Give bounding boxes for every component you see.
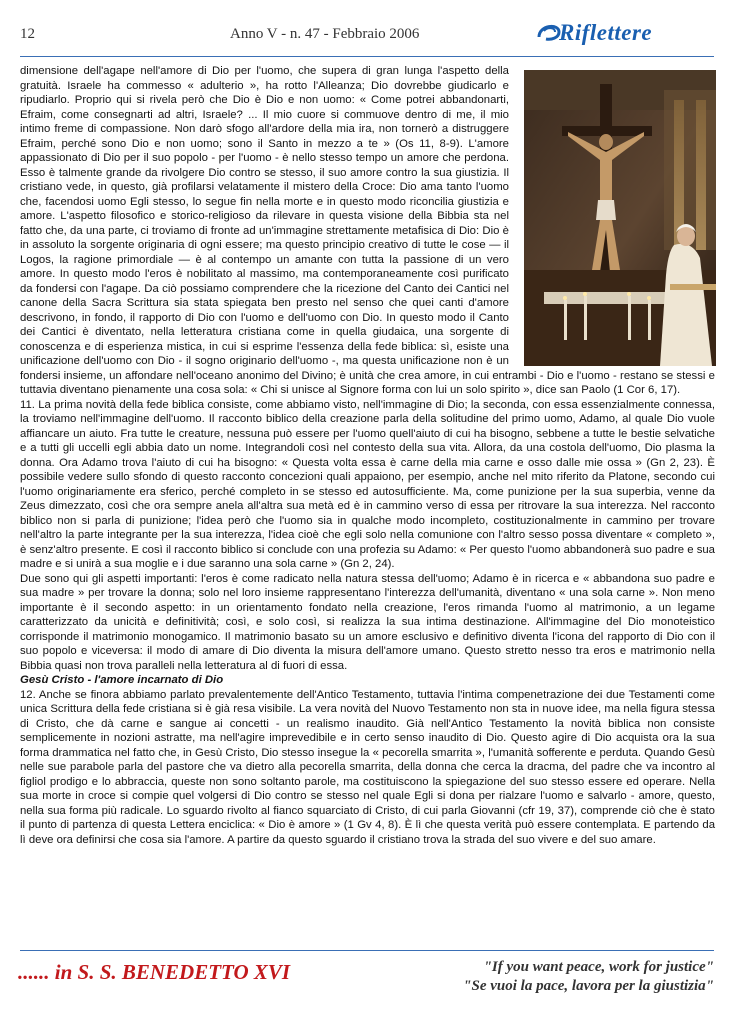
article-paragraph-3: Due sono qui gli aspetti importanti: l'eros è come radicato nella natura stessa dell'uomo; Adamo è in ricerca e « abbandona suo padre e sua madre » per trovare la donna; solo nel loro insieme rappresentano l'interezza dell'umanità, diventano « una sola carne ». Non meno importante è il secondo aspetto: in un orientamento fondato nella creazione, l'eros rimanda l'uomo al matrimonio, a un legame caratterizzato da unicità e definitività; così, e solo così, si realizza la sua intima destinazione. All'immagine del Dio monoteistico corrisponde il matrimonio monogamico. Il matrimonio basato su un amore esclusivo e definitivo diventa l'icona del rapporto di Dio con il suo popolo e viceversa: il modo di amare di Dio diventa la misura dell'amore umano. Questo stretto nesso tra eros e matrimonio nella Bibbia quasi non trova paralleli nella letteratura al di fuori di essa. (20, 572, 715, 672)
issue-info: Anno V - n. 47 - Febbraio 2006 (230, 26, 420, 42)
page-number: 12 (20, 26, 35, 42)
footer-quote-italian: "Se vuoi la pace, lavora per la giustizia" (463, 978, 714, 994)
article-body (20, 64, 715, 847)
footer-quote-english: "If you want peace, work for justice" (483, 959, 714, 975)
page-header (0, 0, 732, 60)
magazine-logo (535, 16, 715, 50)
footer-quote (463, 958, 714, 996)
article-paragraph-1: dimensione dell'agape nell'amore di Dio per l'uomo, che supera di gran lunga l'aspetto della gratuità. Israele ha commesso « adulterio », ha rotto l'Alleanza; Dio dovrebbe giudicarlo e ripudiarlo. Proprio qui si rivela però che Dio è Dio e non uomo: « Come potrei abbandonarti, Efraim, come consegnarti ad altri, Israele? ... Il mio cuore si commuove dentro di me, il mio intimo freme di compassione. Non darò sfogo all'ardore della mia ira, non tornerò a distruggere Efraim, perché sono Dio e non uomo; sono il Santo in mezzo a te » (Os 11, 8-9). L'amore appassionato di Dio per il suo popolo - per l'uomo - è nello stesso tempo un amore che perdona. Esso è talmente grande da rivolgere Dio contro se stesso, il suo amore contro la sua giustizia. Il cristiano vede, in questo, già profilarsi velatamente il mistero della Croce: Dio ama tanto l'uomo che, facendosi uomo Egli stesso, lo segue fin nella morte e in questo modo riconcilia giustizia e amore. L'aspetto filosofico e storico-religioso da rilevare in questa visione della Bibbia sta nel fatto che, da una parte, ci troviamo di fronte ad un'immagine strettamente metafisica di Dio: Dio è in assoluto la sorgente originaria di ogni essere; ma questo principio creativo di tutte le cose — il Logos, la ragione primordiale — è al contempo un amante con tutta la passione di un vero amore. In questo modo l'eros è nobilitato al massimo, ma contemporaneamente così purificato da fondersi con l'agape. Da ciò possiamo comprendere che la ricezione del Canto dei Cantici nel canone della Sacra Scrittura sia stata spiegata ben presto nel senso che quei canti d'amore descrivono, in fondo, il rapporto di Dio con l'uomo e dell'uomo con Dio. In questo modo il Canto dei Cantici è diventato, nella letteratura cristiana come in quella giudaica, una sorgente di conoscenza e di esperienza mistica, in cui si esprime l'essenza della fede biblica: sì, esiste una unificazione dell'uomo con Dio - il sogno originario dell'uomo -, ma questa unificazione non è un fondersi insieme, un affondare nell'oceano anonimo del Divino; è unità che crea amore, in cui entrambi - Dio e l'uomo - restano se stessi e tuttavia diventano pienamente una cosa sola: « Chi si unisce al Signore forma con lui un solo spirito », dice san Paolo (1 Cor 6, 17). (20, 65, 715, 396)
section-heading: Gesù Cristo - l'amore incarnato di Dio (20, 674, 224, 686)
article-paragraph-12: 12. Anche se finora abbiamo parlato prevalentemente dell'Antico Testamento, tuttavia l'intima compenetrazione dei due Testamenti come unica Scrittura della fede cristiana si è già resa visibile. La vera novità del Nuovo Testamento non sta in nuove idee, ma nella figura stessa di Cristo, che dà carne e sangue ai concetti - un realismo inaudito. Già nell'Antico Testamento la novità biblica non consiste semplicemente in nozioni astratte, ma nell'agire imprevedibile e in certo senso inaudito di Dio. Questo agire di Dio acquista ora la sua forma drammatica nel fatto che, in Gesù Cristo, Dio stesso insegue la « pecorella smarrita », l'umanità sofferente e perduta. Quando Gesù nelle sue parabole parla del pastore che va dietro alla pecorella smarrita, della donna che cerca la dracma, del padre che va incontro al figliol prodigo e lo abbraccia, queste non sono soltanto parole, ma costituiscono la spiegazione del suo stesso essere ed operare. Nella sua morte in croce si compie quel volgersi di Dio contro se stesso nel quale Egli si dona per rialzare l'uomo e salvarlo - amore, questo, nella sua forma più radicale. Lo sguardo rivolto al fianco squarciato di Cristo, di cui parla Giovanni (cfr 19, 37), comprende ciò che è stato il punto di partenza di questa Lettera enciclica: « Dio è amore » (1 Gv 4, 8). È lì che questa verità può essere contemplata. E partendo da lì deve ora definirsi che cosa sia l'amore. A partire da questo sguardo il cristiano trova la strada del suo vivere e del suo amare. (20, 688, 715, 846)
image-float-spacer (509, 64, 715, 364)
article-paragraph-11: 11. La prima novità della fede biblica consiste, come abbiamo visto, nell'immagine di Dio; la seconda, con essa essenzialmente connessa, la troviamo nell'immagine dell'uomo. Il racconto biblico della creazione parla della solitudine del primo uomo, Adamo, al quale Dio vuole affiancare un aiuto. Fra tutte le creature, nessuna può essere per l'uomo quell'aiuto di cui ha bisogno, sebbene a tutte le bestie selvatiche e a tutti gli uccelli egli abbia dato un nome. Integrandoli così nel contesto della sua vita. Allora, da una costola dell'uomo, Dio plasma la donna. Ora Adamo trova l'aiuto di cui ha bisogno: « Questa volta essa è carne della mia carne e osso dalle mie ossa » (Gn 2, 23). È possibile vedere sullo sfondo di questo racconto concezioni quali appaiono, per esempio, anche nel mito riferito da Platone, secondo cui l'uomo originariamente era sferico, perché completo in se stesso ed autosufficiente. Ma, come punizione per la sua superbia, venne da Zeus dimezzato, così che ora sempre anela all'altra sua metà ed è in cammino verso di essa per ritrovare la sua interezza. Nel racconto biblico non si parla di punizione; l'idea però che l'uomo sia in qualche modo incompleto, costituzionalmente in cammino per trovare nell'altro la parte integrante per la sua interezza, l'idea cioè che egli solo nella comunione con l'altro sesso possa diventare « completo », è senz'altro presente. E così il racconto biblico si conclude con una profezia su Adamo: « Per questo l'uomo abbandonerà suo padre e sua madre e si unirà a sua moglie e i due saranno una sola carne » (Gn 2, 24). (20, 398, 715, 570)
logo-title: Riflettere (559, 20, 653, 45)
header-rule (20, 56, 714, 57)
footer-tagline: ...... in S. S. BENEDETTO XVI (18, 960, 291, 984)
footer-rule (20, 950, 714, 951)
